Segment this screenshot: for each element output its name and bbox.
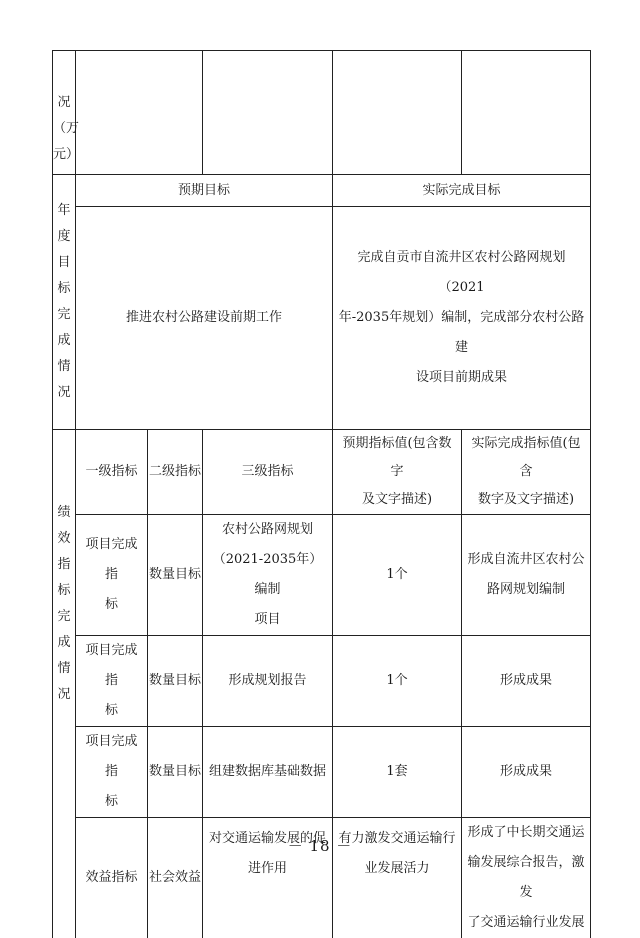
level3-cell — [203, 515, 333, 636]
cell-line: 了交通运输行业发展 — [462, 908, 590, 938]
table-row — [53, 727, 591, 818]
level2-cell: 数量目标 — [148, 636, 203, 727]
page-number: － 18 － — [0, 835, 640, 856]
funding-row — [53, 51, 591, 175]
level1-cell — [76, 727, 148, 818]
actual-goal-line: 年-2035年规划）编制，完成部分农村公路建 — [333, 303, 590, 363]
annual-goal-label-char: 度 — [53, 224, 75, 250]
funding-cell-2 — [203, 51, 333, 175]
cell-line: 输发展综合报告，激发 — [462, 848, 590, 908]
performance-table — [52, 50, 591, 938]
performance-header-row — [53, 430, 591, 515]
cell-line: 标 — [76, 696, 147, 726]
actual-value-header-line: 实际完成指标值(包含 — [462, 430, 590, 486]
expected-value-cell: 1个 — [333, 515, 462, 636]
table-row — [53, 515, 591, 636]
funding-label-char: 元） — [53, 142, 75, 168]
cell-line: 进作用 — [203, 854, 332, 884]
actual-value-cell: 形成成果 — [462, 636, 591, 727]
performance-label — [53, 430, 76, 938]
cell-line: 形成自流井区农村公 — [462, 545, 590, 575]
performance-label-char: 标 — [53, 578, 75, 604]
cell-line: 路网规划编制 — [462, 575, 590, 605]
performance-label-char: 绩 — [53, 500, 75, 526]
actual-goal-line: 设项目前期成果 — [333, 363, 590, 393]
actual-value-cell: 形成成果 — [462, 727, 591, 818]
cell-line: （2021-2035年）编制 — [203, 545, 332, 605]
actual-value-header-line: 数字及文字描述) — [462, 486, 590, 514]
actual-value-cell — [462, 515, 591, 636]
expected-value-cell: 1个 — [333, 636, 462, 727]
performance-label-char: 效 — [53, 526, 75, 552]
funding-cell-4 — [462, 51, 591, 175]
performance-label-char: 情 — [53, 656, 75, 682]
annual-goal-label-char: 情 — [53, 354, 75, 380]
funding-label — [53, 51, 76, 175]
cell-line: 标 — [76, 590, 147, 620]
annual-goal-content-row — [53, 207, 591, 430]
table-row — [53, 636, 591, 727]
expected-goal-text — [76, 207, 333, 430]
funding-cell-3 — [333, 51, 462, 175]
expected-goal-header: 预期目标 — [76, 175, 333, 207]
annual-goal-label-char: 年 — [53, 198, 75, 224]
expected-value-cell: 1套 — [333, 727, 462, 818]
level1-cell — [76, 515, 148, 636]
level2-cell: 数量目标 — [148, 515, 203, 636]
cell-line: 项目完成指 — [76, 530, 147, 590]
cell-line: 形成了中长期交通运 — [462, 818, 590, 848]
funding-label-char: （万 — [53, 116, 75, 142]
actual-value-header — [462, 430, 591, 515]
annual-goal-label — [53, 175, 76, 430]
cell-line: 效益指标 — [76, 865, 147, 891]
annual-goal-label-char: 成 — [53, 328, 75, 354]
cell-line: 对交通运输发展的促 — [203, 824, 332, 854]
level2-cell: 社会效益 — [148, 818, 203, 938]
level3-header: 三级指标 — [203, 430, 333, 515]
annual-goal-label-char: 况 — [53, 380, 75, 406]
actual-goal-text — [333, 207, 591, 430]
performance-label-char: 指 — [53, 552, 75, 578]
annual-goal-header-row — [53, 175, 591, 207]
funding-label-char: 况 — [53, 90, 75, 116]
expected-value-header-line: 及文字描述) — [333, 486, 461, 514]
cell-line: 项目完成指 — [76, 727, 147, 787]
level1-cell — [76, 636, 148, 727]
cell-line: 项目 — [203, 605, 332, 635]
performance-label-char: 完 — [53, 604, 75, 630]
level2-header: 二级指标 — [148, 430, 203, 515]
level2-cell: 数量目标 — [148, 727, 203, 818]
annual-goal-label-char: 完 — [53, 302, 75, 328]
cell-line: 农村公路网规划 — [203, 515, 332, 545]
funding-cell-1 — [76, 51, 203, 175]
expected-goal-line: 推进农村公路建设前期工作 — [76, 305, 332, 331]
cell-line: 项目完成指 — [76, 636, 147, 696]
actual-goal-line: 完成自贡市自流井区农村公路网规划（2021 — [333, 243, 590, 303]
cell-line: 有力激发交通运输行 — [333, 824, 461, 854]
annual-goal-label-char: 目 — [53, 250, 75, 276]
performance-label-char: 成 — [53, 630, 75, 656]
performance-label-char: 况 — [53, 682, 75, 708]
actual-goal-header: 实际完成目标 — [333, 175, 591, 207]
level1-header: 一级指标 — [76, 430, 148, 515]
expected-value-header-line: 预期指标值(包含数字 — [333, 430, 461, 486]
cell-line: 标 — [76, 787, 147, 817]
level3-cell: 组建数据库基础数据 — [203, 727, 333, 818]
expected-value-header — [333, 430, 462, 515]
level3-cell: 形成规划报告 — [203, 636, 333, 727]
annual-goal-label-char: 标 — [53, 276, 75, 302]
cell-line: 业发展活力 — [333, 854, 461, 884]
